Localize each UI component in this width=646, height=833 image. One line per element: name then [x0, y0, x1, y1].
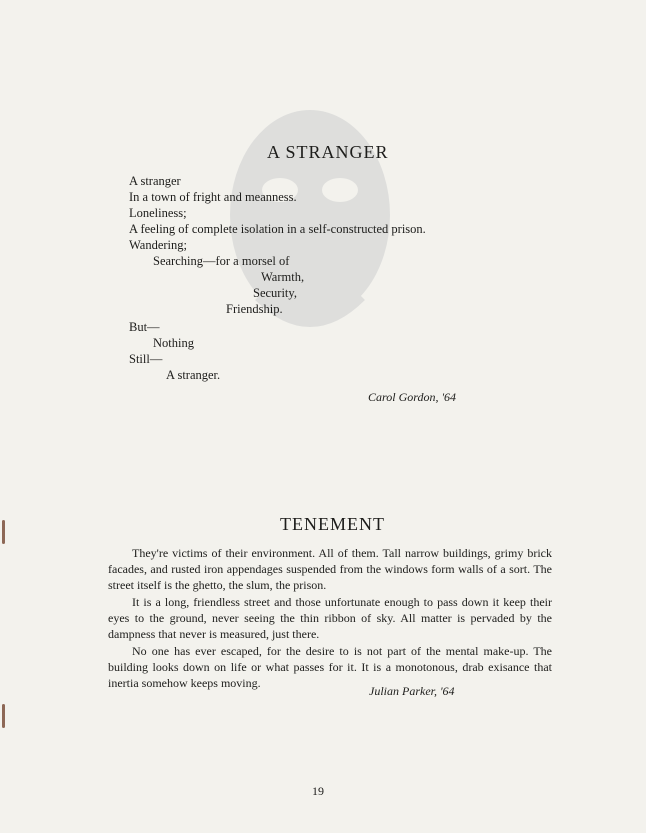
poem-title: A STRANGER — [267, 142, 389, 162]
story-author: Julian Parker, '64 — [369, 684, 455, 698]
poem-line: Warmth, — [261, 270, 305, 284]
poem-line: Nothing — [153, 336, 194, 350]
story-paragraph: They're victims of their environment. All of them. Tall narrow buildings, grimy brick facades, and rusted iron appendages suspended from the windows form walls of a sort. The street itself is the ghetto, the slum, the prison. — [108, 546, 552, 592]
story-paragraph: It is a long, friendless street and those unfortunate enough to pass down it keep their eyes to the ground, never seeing the thin ribbon of sky. All matter is pervaded by the dampness that never is measured, just there. — [108, 595, 552, 641]
poem-line: A feeling of complete isolation in a self-constructed prison. — [129, 222, 426, 236]
poem-line: Friendship. — [226, 302, 283, 316]
poem-line: Searching—for a morsel of — [153, 254, 290, 268]
poem-line: Loneliness; — [129, 206, 187, 220]
page-number: 19 — [312, 784, 324, 798]
poem-line: But— — [129, 320, 160, 334]
poem-line: Still— — [129, 352, 163, 366]
poem-line: A stranger. — [166, 368, 221, 382]
poem-line: A stranger — [129, 174, 181, 188]
story-title: TENEMENT — [280, 514, 385, 534]
binding-mark — [2, 704, 5, 728]
poem-line: Wandering; — [129, 238, 188, 252]
binding-mark — [2, 520, 5, 544]
poem-line: In a town of fright and meanness. — [129, 190, 297, 204]
poem-line: Security, — [253, 286, 297, 300]
story-paragraph: No one has ever escaped, for the desire to is not part of the mental make-up. The building looks down on life or what passes for it. It is a monotonous, drab exisance that inertia somehow keeps moving. — [108, 644, 552, 690]
poem-author: Carol Gordon, '64 — [368, 390, 457, 404]
